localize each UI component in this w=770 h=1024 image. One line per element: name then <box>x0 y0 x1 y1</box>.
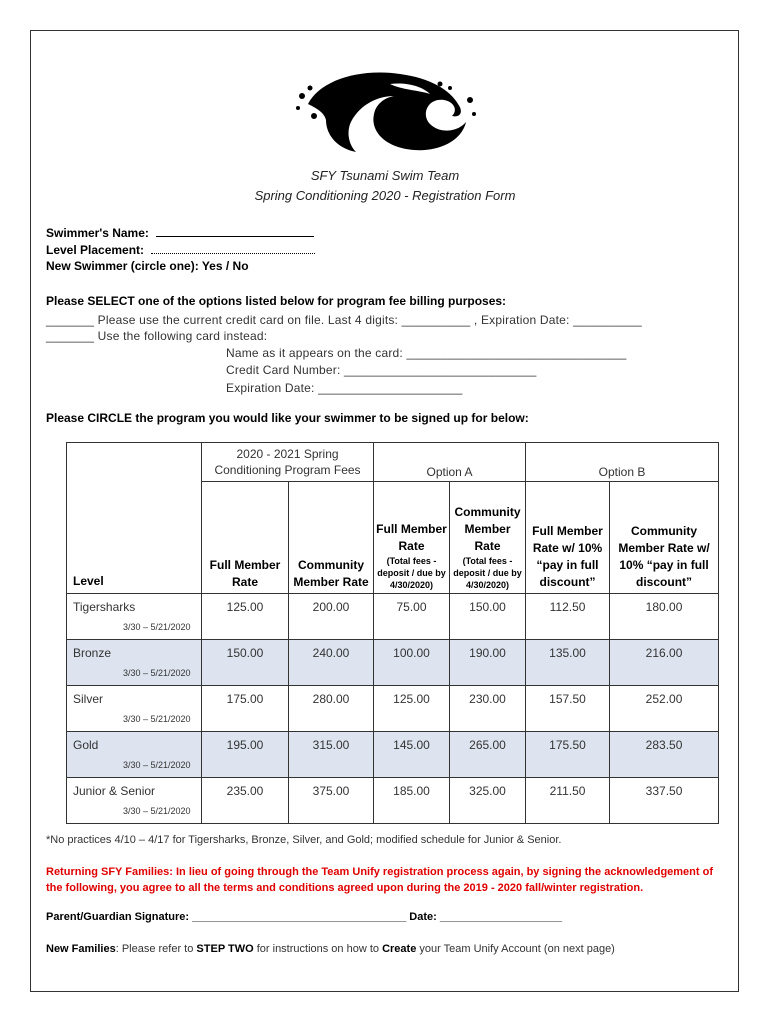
option-a-full-header <box>374 482 450 594</box>
card-number-label[interactable]: Credit Card Number: ____________________________ <box>226 363 537 377</box>
level-cell <box>67 685 202 731</box>
level-dates: 3/30 – 5/21/2020 <box>123 759 191 770</box>
practice-note: *No practices 4/10 – 4/17 for Tigersharks, Bronze, Silver, and Gold; modified schedule for Junior & Senior. <box>46 834 562 846</box>
rate-cell[interactable] <box>202 777 289 823</box>
rate-value: 211.50 <box>549 783 586 798</box>
rate-value: 185.00 <box>393 783 430 798</box>
rate-cell[interactable] <box>526 685 610 731</box>
rate-cell[interactable] <box>450 777 526 823</box>
rate-value: 337.50 <box>645 783 683 798</box>
card-name-label[interactable]: Name as it appears on the card: ________________________________ <box>226 346 627 360</box>
swimmer-name-label: Swimmer's Name: <box>46 226 149 240</box>
rate-cell[interactable] <box>526 731 610 777</box>
rate-value: 230.00 <box>469 691 506 706</box>
rate-value: 190.00 <box>469 645 506 660</box>
new-families-label: New Families <box>46 943 116 955</box>
rate-cell[interactable] <box>289 731 374 777</box>
rate-value: 315.00 <box>312 737 350 752</box>
new-swimmer-label: New Swimmer (circle one): Yes / No <box>46 259 249 273</box>
rate-value: 325.00 <box>469 783 506 798</box>
rate-cell[interactable] <box>202 685 289 731</box>
form-title-line1: SFY Tsunami Swim Team <box>310 168 460 183</box>
form-title-line2: Spring Conditioning 2020 - Registration Form <box>254 188 516 203</box>
rate-cell[interactable] <box>202 731 289 777</box>
rate-value: 216.00 <box>645 645 683 660</box>
billing-option-2 <box>46 329 267 343</box>
billing-option-1-blank[interactable]: _______ <box>46 313 95 327</box>
rate-value: 375.00 <box>312 783 350 798</box>
rate-value: 252.00 <box>645 691 683 706</box>
rate-value: 265.00 <box>469 737 506 752</box>
rate-value: 125.00 <box>393 691 430 706</box>
option-a-community-title: Community Member Rate <box>454 504 521 553</box>
level-column-header: Level <box>67 482 202 594</box>
rate-cell[interactable] <box>289 777 374 823</box>
rate-cell[interactable] <box>202 593 289 639</box>
rate-cell[interactable] <box>374 777 450 823</box>
level-dates: 3/30 – 5/21/2020 <box>123 805 191 816</box>
rate-value: 150.00 <box>226 645 264 660</box>
rate-value: 145.00 <box>393 737 430 752</box>
level-cell <box>67 639 202 685</box>
level-placement-field[interactable] <box>151 242 315 254</box>
new-families-text-1: : Please refer to <box>115 943 197 955</box>
rate-cell[interactable] <box>526 593 610 639</box>
level-cell <box>67 731 202 777</box>
swimmer-name-field[interactable] <box>156 225 314 237</box>
level-placement-label: Level Placement: <box>46 243 145 257</box>
rate-cell[interactable] <box>289 593 374 639</box>
rate-value: 175.50 <box>549 737 586 752</box>
create-label: Create <box>382 943 417 955</box>
rate-cell[interactable] <box>526 777 610 823</box>
table-corner <box>67 443 202 482</box>
option-b-header: Option B <box>526 443 719 482</box>
level-name: Gold <box>73 737 99 752</box>
level-placement-row <box>46 242 315 257</box>
rate-cell[interactable] <box>374 639 450 685</box>
rate-value: 75.00 <box>396 599 427 614</box>
rate-cell[interactable] <box>374 731 450 777</box>
rate-value: 150.00 <box>469 599 506 614</box>
wave-logo-icon <box>290 60 480 160</box>
level-name: Junior & Senior <box>73 783 156 798</box>
rate-cell[interactable] <box>289 639 374 685</box>
rate-value: 135.00 <box>549 645 586 660</box>
step-two-label: STEP TWO <box>196 943 254 955</box>
level-cell <box>67 777 202 823</box>
rate-value: 112.50 <box>549 599 586 614</box>
rate-cell[interactable] <box>610 593 719 639</box>
rate-cell[interactable] <box>526 639 610 685</box>
new-families-text-3: your Team Unify Account (on next page) <box>416 943 615 955</box>
rate-cell[interactable] <box>374 685 450 731</box>
full-member-rate-header: Full Member Rate <box>202 482 289 594</box>
rate-value: 100.00 <box>393 645 430 660</box>
rate-cell[interactable] <box>610 639 719 685</box>
option-a-full-note: (Total fees - deposit / due by 4/30/2020) <box>377 555 446 590</box>
level-name: Silver <box>73 691 104 706</box>
program-fees-table <box>66 442 719 824</box>
signature-line[interactable]: Parent/Guardian Signature: ___________________________________ Date: ____________________ <box>46 911 563 923</box>
table-row[interactable] <box>67 731 719 777</box>
billing-option-2-text: Use the following card instead: <box>97 329 268 343</box>
rate-cell[interactable] <box>450 731 526 777</box>
new-families-note <box>46 943 615 955</box>
rate-cell[interactable] <box>450 639 526 685</box>
rate-value: 157.50 <box>549 691 586 706</box>
table-row[interactable] <box>67 777 719 823</box>
level-dates: 3/30 – 5/21/2020 <box>123 667 191 678</box>
level-dates: 3/30 – 5/21/2020 <box>123 713 191 724</box>
option-b-community-header: Community Member Rate w/ 10% “pay in full discount” <box>610 482 719 594</box>
new-families-text-2: for instructions on how to <box>253 943 383 955</box>
program-heading: Please CIRCLE the program you would like your swimmer to be signed up for below: <box>46 411 529 425</box>
table-row[interactable] <box>67 685 719 731</box>
billing-option-2-blank[interactable]: _______ <box>46 329 95 343</box>
level-name: Tigersharks <box>73 599 136 614</box>
level-dates: 3/30 – 5/21/2020 <box>123 621 191 632</box>
swimmer-name-row <box>46 225 314 240</box>
billing-heading: Please SELECT one of the options listed below for program fee billing purposes: <box>46 294 507 308</box>
rate-cell[interactable] <box>610 777 719 823</box>
rate-cell[interactable] <box>450 685 526 731</box>
billing-option-1-text: Please use the current credit card on file. Last 4 digits: __________ , Expiration Date: __________ <box>97 313 642 327</box>
option-b-full-header: Full Member Rate w/ 10% “pay in full discount” <box>526 482 610 594</box>
billing-option-1 <box>46 313 642 327</box>
rate-value: 283.50 <box>645 737 683 752</box>
rate-value: 280.00 <box>312 691 350 706</box>
rate-value: 235.00 <box>226 783 264 798</box>
fees-group-header: 2020 - 2021 Spring Conditioning Program Fees <box>202 443 374 482</box>
rate-value: 195.00 <box>226 737 264 752</box>
level-cell <box>67 593 202 639</box>
rate-cell[interactable] <box>374 593 450 639</box>
rate-value: 240.00 <box>312 645 350 660</box>
option-a-full-title: Full Member Rate <box>376 521 447 553</box>
rate-value: 175.00 <box>226 691 264 706</box>
rate-cell[interactable] <box>610 731 719 777</box>
table-row[interactable] <box>67 639 719 685</box>
rate-value: 180.00 <box>645 599 683 614</box>
rate-cell[interactable] <box>450 593 526 639</box>
option-a-community-note: (Total fees - deposit / due by 4/30/2020) <box>453 555 522 590</box>
card-expiration-label[interactable]: Expiration Date: _____________________ <box>226 381 463 395</box>
rate-cell[interactable] <box>610 685 719 731</box>
table-row[interactable] <box>67 593 719 639</box>
option-a-community-header <box>450 482 526 594</box>
rate-cell[interactable] <box>289 685 374 731</box>
community-member-rate-header: Community Member Rate <box>289 482 374 594</box>
option-a-header: Option A <box>374 443 526 482</box>
returning-families-notice: Returning SFY Families: In lieu of going through the Team Unify registration process again, by signing the acknowledgement of the following, you agree to all the terms and conditions agreed upon during the 2019 - 2020 fall/winter registration. <box>46 866 713 894</box>
level-name: Bronze <box>73 645 112 660</box>
rate-cell[interactable] <box>202 639 289 685</box>
rate-value: 125.00 <box>226 599 264 614</box>
rate-value: 200.00 <box>312 599 350 614</box>
